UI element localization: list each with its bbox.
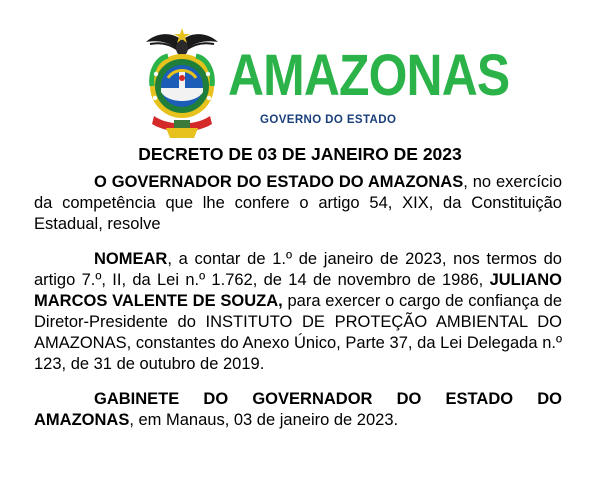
brand-subtitle: GOVERNO DO ESTADO [260,114,397,126]
appointment-text-before: , a contar de 1.º de janeiro de 2023, nos termos do artigo 7.º, II, da Lei n.º 1.762, de 14 de novembro de 1986, [34,250,562,289]
brand-title: AMAZONAS [228,43,510,108]
governor-heading: O GOVERNADOR DO ESTADO DO AMAZONAS [94,173,464,191]
amazonas-coat-of-arms-icon [140,28,224,140]
appointment-verb: NOMEAR [94,250,168,268]
preamble-text: , no exercício da competência que lhe confere o artigo 54, XIX, da Constituição Estadual, resolve [34,173,562,233]
closing-text: , em Manaus, 03 de janeiro de 2023. [129,411,399,429]
closing-heading: GABINETE DO GOVERNADOR DO ESTADO DO AMAZONAS [34,390,562,429]
header [0,0,600,142]
paragraph-appointment [34,249,562,375]
paragraph-preamble [34,172,562,235]
paragraph-closing [34,389,562,431]
appointment-text-after: para exercer o cargo de confiança de Diretor-Presidente do INSTITUTO DE PROTEÇÃO AMBIENTAL DO AMAZONAS, constantes do Anexo Único, Parte 37, da Lei Delegada n.º 123, de 31 de outubro de 2019. [34,292,563,373]
decree-body [34,172,562,445]
decree-title: DECRETO DE 03 DE JANEIRO DE 2023 [138,144,462,164]
appointee-name: JULIANO MARCOS VALENTE DE SOUZA, [34,271,562,310]
brand-wordmark [228,43,510,126]
